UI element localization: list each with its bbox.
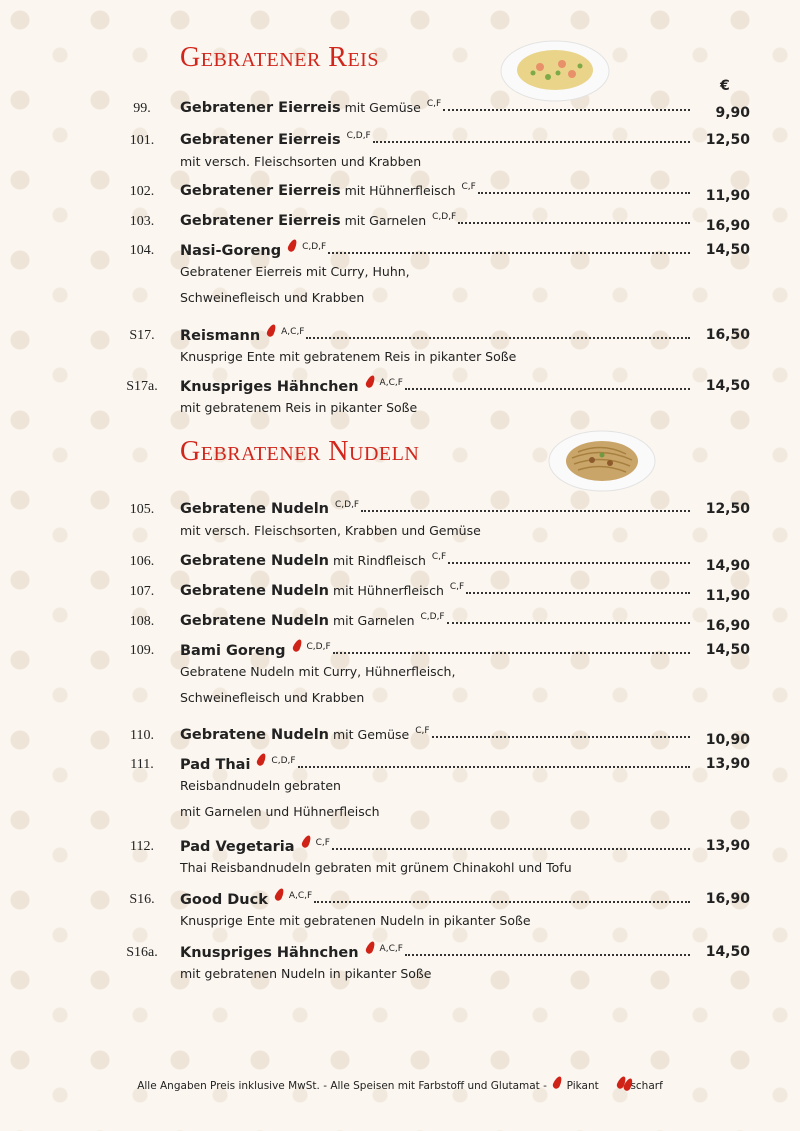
item-allergens: C,F <box>461 182 476 192</box>
item-allergens: C,F <box>431 552 447 562</box>
item-line <box>180 838 690 855</box>
item-allergens: C,D,F <box>271 756 296 766</box>
item-line <box>180 100 690 116</box>
item-name: Gebratener Eierreis <box>180 183 341 199</box>
item-price: 13,90 <box>705 838 750 854</box>
dot-leader <box>373 140 690 143</box>
chili-icon <box>256 752 268 767</box>
item-price: 16,90 <box>705 618 750 634</box>
section-title-rice: Gebratener Reis <box>180 42 379 73</box>
item-price: 11,90 <box>705 188 750 204</box>
item-price: 10,90 <box>705 732 750 748</box>
item-name: Gebratene Nudeln <box>180 501 329 517</box>
item-price: 14,50 <box>705 642 750 658</box>
item-name: Reismann <box>180 328 261 344</box>
item-line <box>180 891 690 908</box>
item-extra: mit Garnelen <box>344 213 427 228</box>
item-name: Gebratene Nudeln <box>180 553 329 569</box>
item-price: 14,50 <box>705 944 750 960</box>
item-allergens: A,C,F <box>281 327 305 337</box>
item-allergens: C,D,F <box>432 212 457 222</box>
item-allergens: C,F <box>449 582 465 592</box>
item-description: mit gebratenem Reis in pikanter Soße <box>180 400 418 415</box>
footer-pikant-label: Pikant <box>566 1080 599 1092</box>
dot-leader <box>448 561 690 564</box>
item-number: 106. <box>129 554 155 569</box>
item-number: 99. <box>133 101 151 116</box>
item-name: Gebratener Eierreis <box>180 213 341 229</box>
footer-scharf-label: scharf <box>630 1080 663 1092</box>
item-price: 14,90 <box>705 558 750 574</box>
chili-icon <box>291 638 303 653</box>
footer-note <box>0 1076 800 1092</box>
item-number: S16a. <box>126 945 158 960</box>
dot-leader <box>405 953 690 956</box>
item-allergens: C,F <box>415 726 430 736</box>
dot-leader <box>298 765 690 768</box>
chili-icon <box>300 834 312 849</box>
item-description: Reisbandnudeln gebraten <box>180 778 341 793</box>
item-description: Schweinefleisch und Krabben <box>180 290 365 305</box>
item-name: Gebratene Nudeln <box>180 727 329 743</box>
item-allergens: A,C,F <box>379 944 403 954</box>
dot-leader <box>328 251 690 254</box>
dot-leader <box>447 621 690 624</box>
item-name: Bami Goreng <box>180 643 286 659</box>
dot-leader <box>314 900 690 903</box>
item-price: 16,50 <box>705 327 750 343</box>
item-line <box>180 378 690 395</box>
item-name: Knuspriges Hähnchen <box>180 945 359 961</box>
item-allergens: C,D,F <box>420 612 445 622</box>
item-name: Good Duck <box>180 892 268 908</box>
dot-leader <box>466 591 690 594</box>
item-number: 102. <box>129 184 155 199</box>
item-description: Knusprige Ente mit gebratenen Nudeln in pikanter Soße <box>180 913 531 928</box>
item-price: 16,90 <box>705 218 750 234</box>
item-price: 14,50 <box>705 242 750 258</box>
item-number: 111. <box>130 757 154 772</box>
dot-leader <box>306 336 690 339</box>
item-extra: mit Garnelen <box>333 613 415 628</box>
item-number: 107. <box>129 584 155 599</box>
item-extra: mit Gemüse <box>344 100 421 115</box>
chili-icon <box>364 374 376 389</box>
chili-icon <box>266 323 278 338</box>
item-name: Nasi-Goreng <box>180 243 282 259</box>
item-number: 103. <box>129 214 155 229</box>
item-price: 12,50 <box>705 132 750 148</box>
section-title-noodles: Gebratener Nudeln <box>180 436 420 467</box>
item-line <box>180 242 690 259</box>
item-line <box>180 183 690 199</box>
item-price: 11,90 <box>705 588 750 604</box>
item-line <box>180 327 690 344</box>
footer-text: Alle Angaben Preis inklusive MwSt. - Alle Speisen mit Farbstoff und Glutamat - <box>137 1080 547 1092</box>
item-name: Gebratene Nudeln <box>180 613 329 629</box>
item-extra: mit Gemüse <box>333 727 410 742</box>
item-number: 101. <box>129 133 155 148</box>
item-number: 109. <box>129 643 155 658</box>
item-number: 105. <box>129 502 155 517</box>
item-extra: mit Hühnerfleisch <box>333 583 444 598</box>
item-description: mit versch. Fleischsorten, Krabben und Gemüse <box>180 523 481 538</box>
item-extra: mit Rindfleisch <box>333 553 426 568</box>
fried-noodles-image <box>548 430 656 492</box>
chili-icon <box>364 940 376 955</box>
item-allergens: C,D,F <box>302 242 327 252</box>
item-line <box>180 132 690 148</box>
item-allergens: A,C,F <box>379 378 403 388</box>
item-line <box>180 727 690 743</box>
dot-leader <box>333 651 690 654</box>
item-description: mit gebratenen Nudeln in pikanter Soße <box>180 966 432 981</box>
item-price: 9,90 <box>715 105 750 121</box>
item-name: Gebratene Nudeln <box>180 583 329 599</box>
item-number: S16. <box>129 892 155 907</box>
item-allergens: C,D,F <box>335 500 360 510</box>
item-line <box>180 756 690 773</box>
item-allergens: C,D,F <box>306 642 331 652</box>
item-description: Schweinefleisch und Krabben <box>180 690 365 705</box>
item-number: 104. <box>129 243 155 258</box>
currency-label: € <box>720 78 730 94</box>
item-number: 108. <box>129 614 155 629</box>
item-number: S17. <box>129 328 155 343</box>
item-line <box>180 501 690 517</box>
item-number: S17a. <box>126 379 158 394</box>
item-description: Knusprige Ente mit gebratenem Reis in pikanter Soße <box>180 349 517 364</box>
item-line <box>180 583 690 599</box>
item-line <box>180 553 690 569</box>
item-price: 13,90 <box>705 756 750 772</box>
item-price: 14,50 <box>705 378 750 394</box>
fried-rice-image <box>500 40 610 102</box>
item-name: Pad Thai <box>180 757 251 773</box>
item-allergens: C,F <box>426 99 442 109</box>
item-description: Thai Reisbandnudeln gebraten mit grünem Chinakohl und Tofu <box>180 860 572 875</box>
item-allergens: C,D,F <box>346 131 371 141</box>
chili-scharf-icon <box>616 1075 628 1090</box>
dot-leader <box>405 387 690 390</box>
item-description: mit Garnelen und Hühnerfleisch <box>180 804 380 819</box>
chili-pikant-icon <box>552 1075 564 1090</box>
item-name: Knuspriges Hähnchen <box>180 379 359 395</box>
item-line <box>180 213 690 229</box>
item-number: 112. <box>130 839 154 854</box>
item-allergens: C,F <box>315 838 330 848</box>
item-number: 110. <box>130 728 154 743</box>
item-price: 12,50 <box>705 501 750 517</box>
item-price: 16,90 <box>705 891 750 907</box>
item-description: Gebratene Nudeln mit Curry, Hühnerfleisch, <box>180 664 456 679</box>
dot-leader <box>332 847 690 850</box>
item-line <box>180 944 690 961</box>
dot-leader <box>478 191 690 194</box>
item-line <box>180 613 690 629</box>
item-name: Pad Vegetaria <box>180 839 295 855</box>
item-extra: mit Hühnerfleisch <box>344 183 456 198</box>
item-line <box>180 642 690 659</box>
item-description: Gebratener Eierreis mit Curry, Huhn, <box>180 264 410 279</box>
chili-icon <box>287 238 299 253</box>
dot-leader <box>432 735 690 738</box>
item-name: Gebratener Eierreis <box>180 100 341 116</box>
item-name: Gebratener Eierreis <box>180 132 341 148</box>
dot-leader <box>361 509 690 512</box>
chili-icon <box>273 887 285 902</box>
dot-leader <box>458 221 690 224</box>
item-description: mit versch. Fleischsorten und Krabben <box>180 154 422 169</box>
item-allergens: A,C,F <box>288 891 313 901</box>
dot-leader <box>443 108 690 111</box>
